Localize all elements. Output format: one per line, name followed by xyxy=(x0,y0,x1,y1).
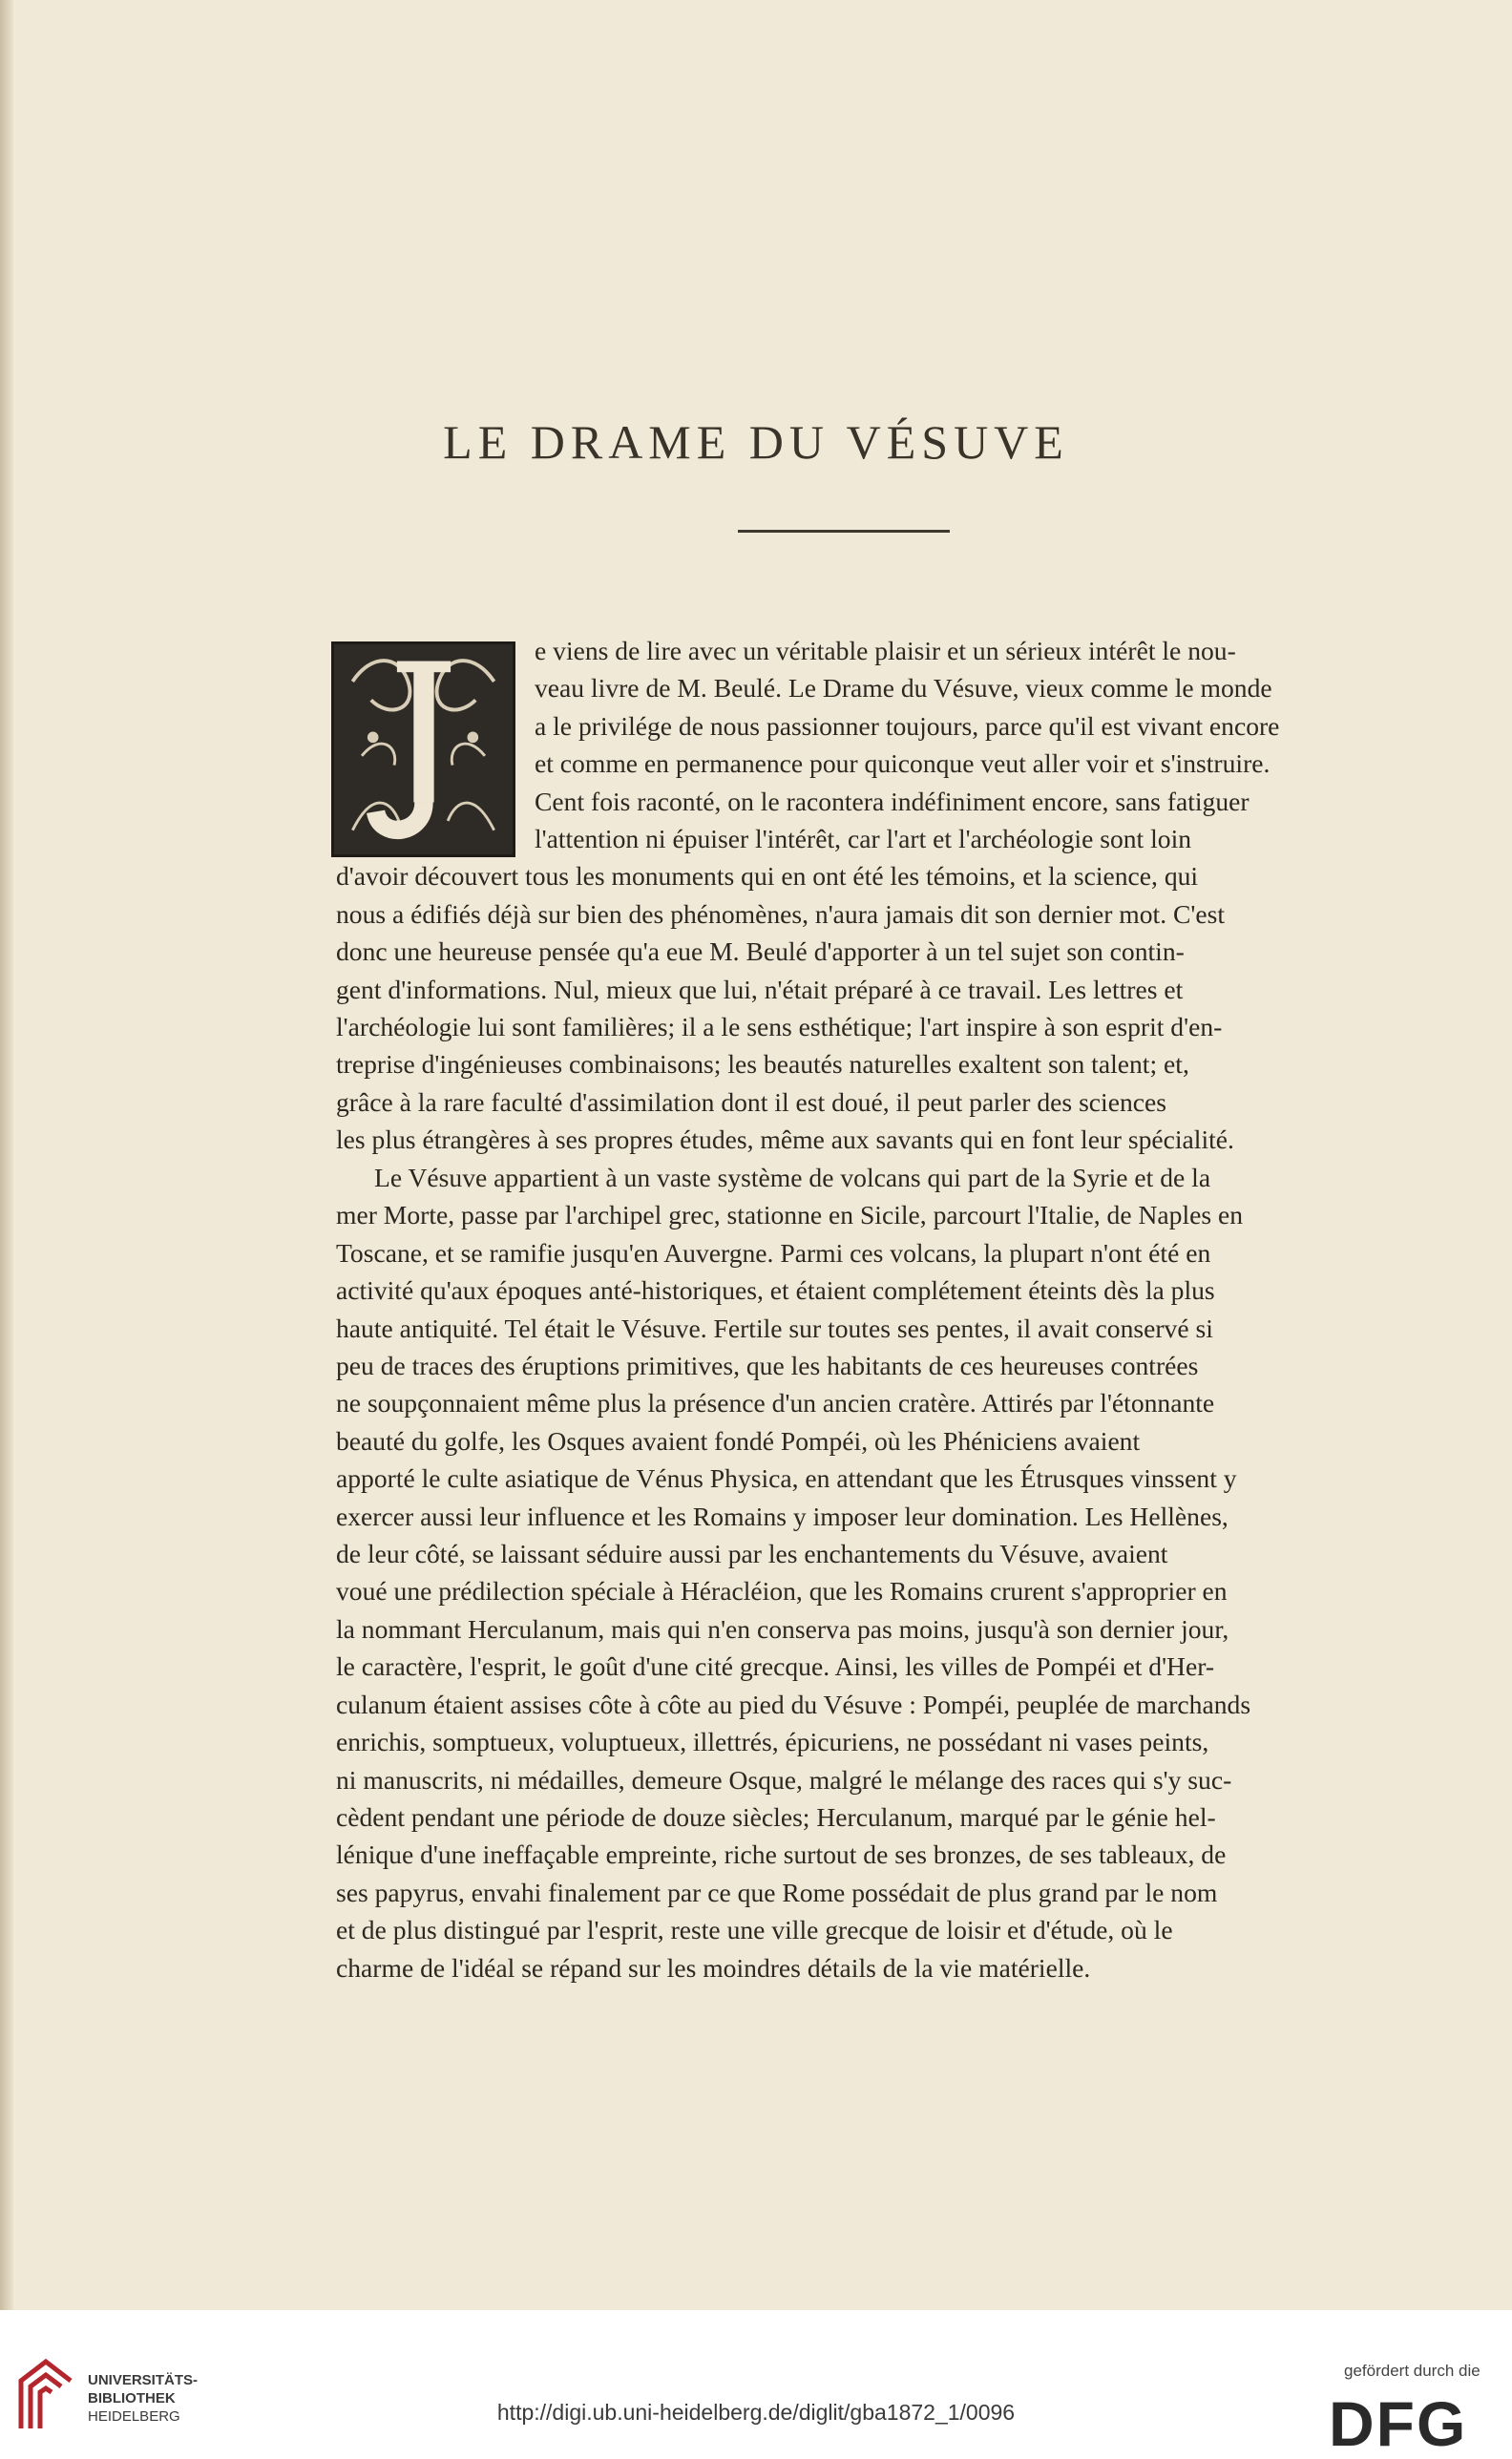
text-line: charme de l'idéal se répand sur les moindres détails de la vie matérielle. xyxy=(336,1952,1091,1983)
text-line: l'attention ni épuiser l'intérêt, car l'art et l'archéologie sont loin xyxy=(535,824,1192,854)
library-line: BIBLIOTHEK xyxy=(88,2390,176,2406)
paragraph-1 xyxy=(336,632,1367,1159)
text-line: enrichis, somptueux, voluptueux, illettrés, épicuriens, ne possédant ni vases peints, xyxy=(336,1727,1209,1757)
text-line: Le Vésuve appartient à un vaste système de volcans qui part de la Syrie et de la xyxy=(374,1163,1211,1192)
title-rule xyxy=(738,530,950,533)
paragraph-2 xyxy=(336,1159,1367,1986)
text-line: activité qu'aux époques anté-historiques, et étaient complétement éteints dès la plus xyxy=(336,1275,1215,1306)
text-line: veau livre de M. Beulé. Le Drame du Vésuve, vieux comme le monde xyxy=(535,673,1272,704)
dfg-logo-icon xyxy=(1325,2390,1502,2451)
text-line: beauté du golfe, les Osques avaient fondé Pompéi, où les Phéniciens avaient xyxy=(336,1425,1141,1456)
text-line: ses papyrus, envahi finalement par ce que Rome possédait de plus grand par le nom xyxy=(336,1877,1218,1907)
text-line: voué une prédilection spéciale à Héracléion, que les Romains crurent s'approprier en xyxy=(336,1576,1228,1607)
source-url[interactable]: http://digi.ub.uni-heidelberg.de/diglit/gba1872_1/0096 xyxy=(496,2400,1016,2425)
text-line: apporté le culte asiatique de Vénus Physica, en attendant que les Étrusques vinssent y xyxy=(336,1463,1237,1494)
text-line: les plus étrangères à ses propres études, même aux savants qui en font leur spécialité. xyxy=(336,1124,1234,1155)
text-line: mer Morte, passe par l'archipel grec, stationne en Sicile, parcourt l'Italie, de Naples en xyxy=(336,1200,1244,1230)
article-title: LE DRAME DU VÉSUVE xyxy=(443,414,1069,469)
text-line: peu de traces des éruptions primitives, que les habitants de ces heureuses contrées xyxy=(336,1351,1199,1381)
text-line: l'archéologie lui sont familières; il a le sens esthétique; l'art inspire à son esprit d'en- xyxy=(336,1012,1223,1042)
text-line: donc une heureuse pensée qu'a eue M. Beulé d'apporter à un tel sujet son contin- xyxy=(336,936,1185,967)
text-line: ni manuscrits, ni médailles, demeure Osque, malgré le mélange des races qui s'y suc- xyxy=(336,1764,1232,1795)
text-line: cèdent pendant une période de douze siècles; Herculanum, marqué par le génie hel- xyxy=(336,1801,1216,1832)
dfg-logo-text: DFG xyxy=(1329,2390,1468,2451)
text-line: le caractère, l'esprit, le goût d'une cité grecque. Ainsi, les villes de Pompéi et d'Her- xyxy=(336,1651,1215,1682)
text-line: grâce à la rare faculté d'assimilation dont il est doué, il peut parler des sciences xyxy=(336,1086,1166,1117)
footer-bar xyxy=(0,2310,1512,2459)
text-line: la nommant Herculanum, mais qui n'en conserva pas moins, jusqu'à son dernier jour, xyxy=(336,1613,1229,1644)
text-line: de leur côté, se laissant séduire aussi par les enchantements du Vésuve, avaient xyxy=(336,1539,1168,1569)
text-line: treprise d'ingénieuses combinaisons; les beautés naturelles exaltent son talent; et, xyxy=(336,1049,1189,1080)
library-line: UNIVERSITÄTS- xyxy=(88,2372,199,2388)
text-line: Cent fois raconté, on le racontera indéfiniment encore, sans fatiguer xyxy=(535,786,1250,816)
funding-label: gefördert durch die xyxy=(1344,2362,1480,2380)
text-line: haute antiquité. Tel était le Vésuve. Fertile sur toutes ses pentes, il avait conservé si xyxy=(336,1313,1213,1343)
text-line: exercer aussi leur influence et les Romains y imposer leur domination. Les Hellènes, xyxy=(336,1501,1228,1531)
library-line: HEIDELBERG xyxy=(88,2408,180,2425)
text-line: lénique d'une ineffaçable empreinte, riche surtout de ses bronzes, de ses tableaux, de xyxy=(336,1839,1227,1870)
text-line: et comme en permanence pour quiconque veut aller voir et s'instruire. xyxy=(535,748,1270,779)
text-line: nous a édifiés déjà sur bien des phénomènes, n'aura jamais dit son dernier mot. C'est xyxy=(336,898,1226,929)
text-line: et de plus distingué par l'esprit, reste une ville grecque de loisir et d'étude, où le xyxy=(336,1915,1173,1945)
text-line: d'avoir découvert tous les monuments qui en ont été les témoins, et la science, qui xyxy=(336,861,1199,892)
text-line: culanum étaient assises côte à côte au pied du Vésuve : Pompéi, peuplée de marchands xyxy=(336,1689,1251,1719)
text-line: a le privilége de nous passionner toujours, parce qu'il est vivant encore xyxy=(535,710,1280,741)
text-line: e viens de lire avec un véritable plaisir et un sérieux intérêt le nou- xyxy=(535,636,1236,665)
text-line: ne soupçonnaient même plus la présence d'un ancien cratère. Attirés par l'étonnante xyxy=(336,1388,1215,1419)
text-line: gent d'informations. Nul, mieux que lui, n'était préparé à ce travail. Les lettres et xyxy=(336,974,1184,1004)
page-edge-shadow xyxy=(0,0,13,2310)
text-line: Toscane, et se ramifie jusqu'en Auvergne. Parmi ces volcans, la plupart n'ont été en xyxy=(336,1237,1211,1268)
